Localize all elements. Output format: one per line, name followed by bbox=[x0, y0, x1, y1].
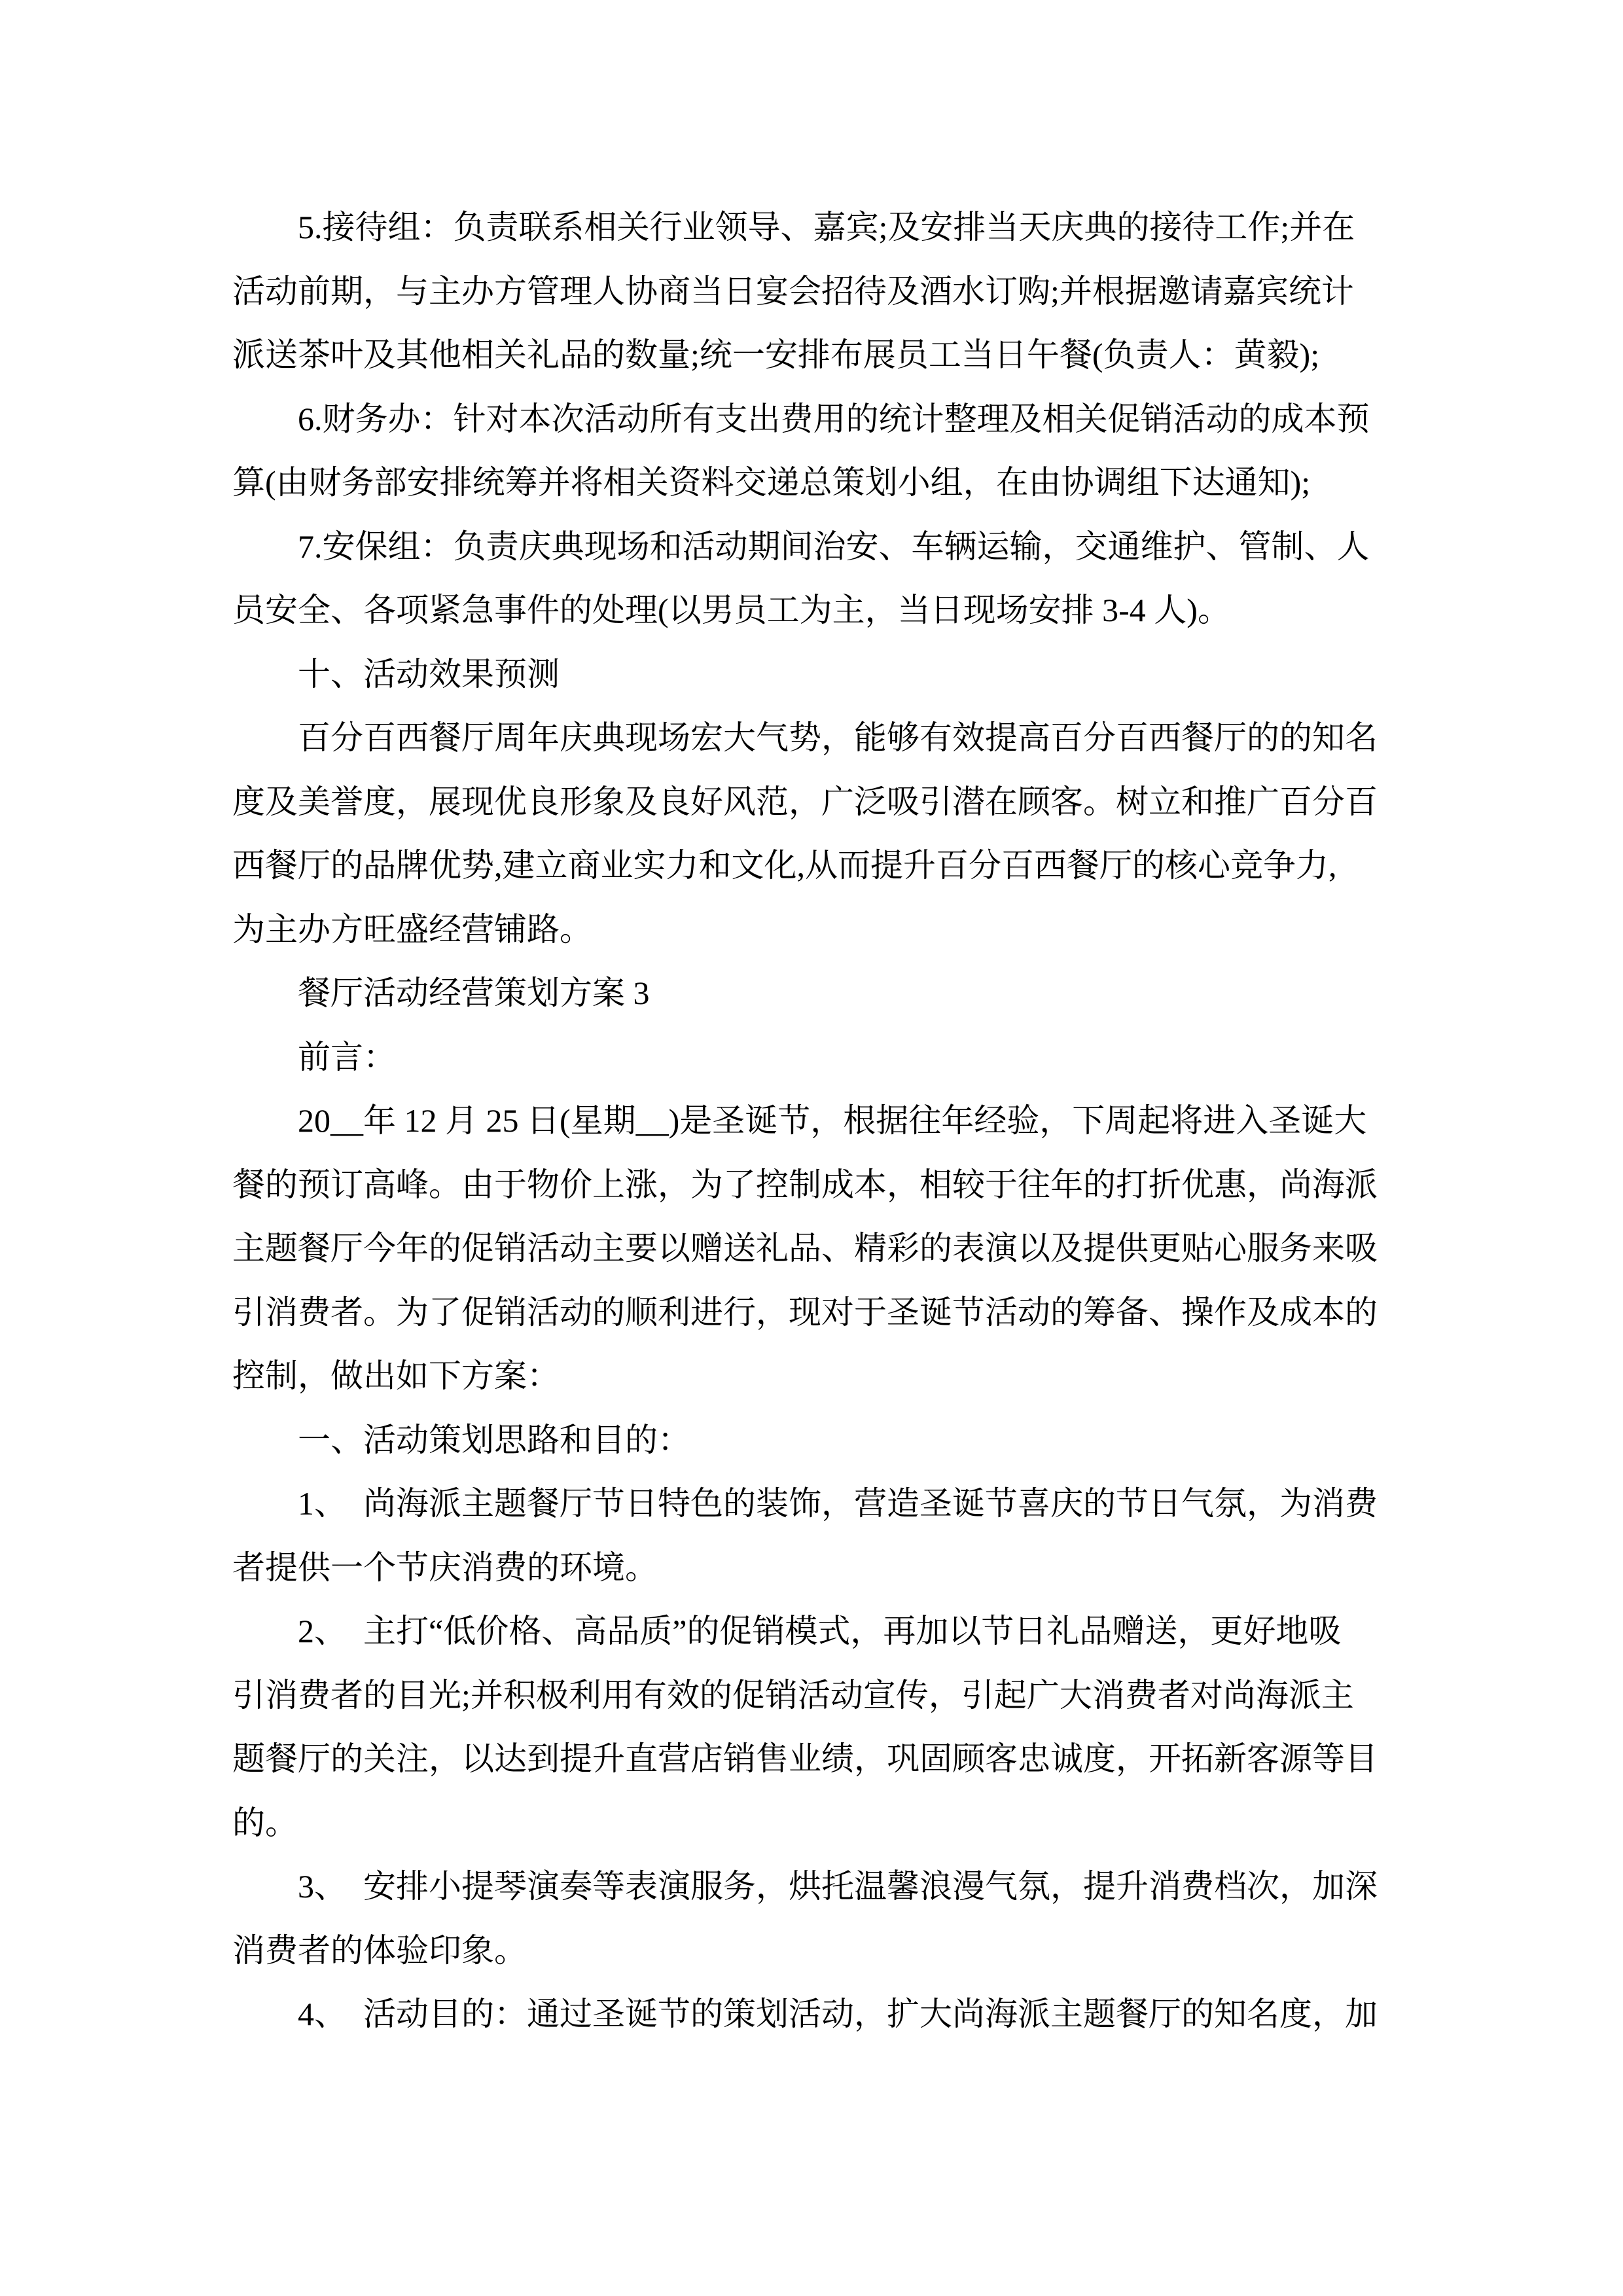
text-line: 餐的预订高峰。由于物价上涨，为了控制成本，相较于往年的打折优惠，尚海派 bbox=[232, 1166, 1378, 1203]
list-item: 1、 尚海派主题餐厅节日特色的装饰，营造圣诞节喜庆的节日气氛，为消费 bbox=[298, 1485, 1378, 1522]
section-heading: 十、活动效果预测 bbox=[298, 655, 560, 692]
text-line: 5.接待组：负责联系相关行业领导、嘉宾;及安排当天庆典的接待工作;并在 bbox=[298, 209, 1355, 245]
document-subtitle: 餐厅活动经营策划方案 3 bbox=[298, 975, 650, 1011]
text-line: 度及美誉度，展现优良形象及良好风范，广泛吸引潜在顾客。树立和推广百分百 bbox=[232, 783, 1378, 820]
section-heading: 前言： bbox=[298, 1038, 396, 1075]
text-line: 消费者的体验印象。 bbox=[232, 1931, 527, 1969]
text-line: 员安全、各项紧急事件的处理(以男员工为主，当日现场安排 3-4 人)。 bbox=[232, 592, 1230, 628]
text-line: 百分百西餐厅周年庆典现场宏大气势，能够有效提高百分百西餐厅的的知名 bbox=[298, 719, 1378, 756]
section-heading: 一、活动策划思路和目的： bbox=[298, 1421, 690, 1458]
list-item: 4、 活动目的：通过圣诞节的策划活动，扩大尚海派主题餐厅的知名度，加 bbox=[298, 1996, 1378, 2032]
text-line: 西餐厅的品牌优势,建立商业实力和文化,从而提升百分百西餐厅的核心竞争力, bbox=[232, 847, 1337, 884]
text-line: 算(由财务部安排统筹并将相关资料交递总策划小组，在由协调组下达通知); bbox=[232, 464, 1311, 501]
text-line: 引消费者的目光;并积极利用有效的促销活动宣传，引起广大消费者对尚海派主 bbox=[232, 1676, 1354, 1713]
text-line: 者提供一个节庆消费的环境。 bbox=[232, 1549, 658, 1586]
list-item: 2、 主打“低价格、高品质”的促销模式，再加以节日礼品赠送，更好地吸 bbox=[298, 1613, 1342, 1649]
text-line: 为主办方旺盛经营铺路。 bbox=[232, 910, 592, 948]
list-item: 3、 安排小提琴演奏等表演服务，烘托温馨浪漫气氛，提升消费档次，加深 bbox=[298, 1868, 1378, 1905]
text-line: 活动前期，与主办方管理人协商当日宴会招待及酒水订购;并根据邀请嘉宾统计 bbox=[232, 272, 1354, 310]
text-line: 的。 bbox=[232, 1804, 298, 1841]
text-line: 主题餐厅今年的促销活动主要以赠送礼品、精彩的表演以及提供更贴心服务来吸 bbox=[232, 1230, 1378, 1266]
document-text-block bbox=[232, 196, 1387, 2047]
text-line: 派送茶叶及其他相关礼品的数量;统一安排布展员工当日午餐(负责人：黄毅); bbox=[232, 336, 1320, 373]
text-line: 控制，做出如下方案： bbox=[232, 1357, 560, 1394]
text-line: 20__年 12 月 25 日(星期__)是圣诞节，根据往年经验，下周起将进入圣诞大 bbox=[298, 1102, 1367, 1139]
text-line: 6.财务办：针对本次活动所有支出费用的统计整理及相关促销活动的成本预 bbox=[298, 400, 1370, 437]
text-line: 7.安保组：负责庆典现场和活动期间治安、车辆运输，交通维护、管制、人 bbox=[298, 528, 1370, 565]
text-line: 题餐厅的关注，以达到提升直营店销售业绩，巩固顾客忠诚度，开拓新客源等目 bbox=[232, 1740, 1378, 1777]
text-line: 引消费者。为了促销活动的顺利进行，现对于圣诞节活动的筹备、操作及成本的 bbox=[232, 1293, 1378, 1331]
